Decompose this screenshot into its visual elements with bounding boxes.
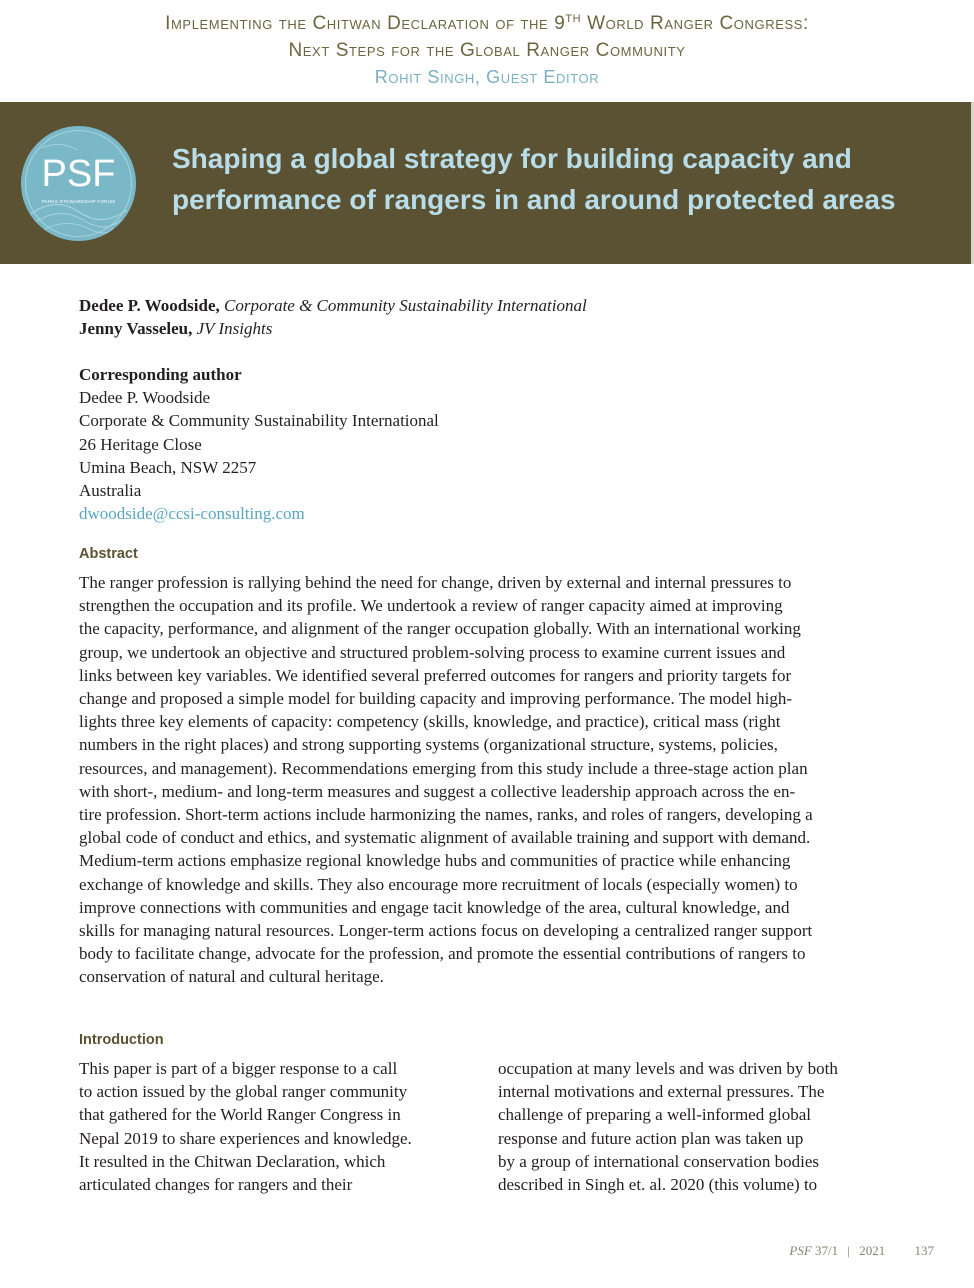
footer-year: 2021: [859, 1243, 886, 1258]
email-link[interactable]: dwoodside@ccsi-consulting.com: [79, 504, 305, 524]
abstract-line: lights three key elements of capacity: competency (skills, knowledge, and practice), critical mass (right: [79, 712, 781, 732]
intro-line: response and future action plan was taken up: [498, 1128, 804, 1148]
abstract-line: numbers in the right places) and strong supporting systems (organizational structure, systems, policies,: [79, 735, 778, 755]
abstract-line: conservation of natural and cultural heritage.: [79, 967, 384, 987]
corresponding-author-block: [79, 363, 439, 525]
corresponding-line: Dedee P. Woodside: [79, 388, 210, 408]
logo-subtext: PARKS STEWARDSHIP FORUM: [41, 199, 116, 204]
author-name: Jenny Vasseleu,: [79, 319, 193, 339]
abstract-line: body to facilitate change, advocate for the profession, and promote the essential contributions of rangers to: [79, 944, 806, 964]
footer-volume: 37/1: [815, 1243, 839, 1258]
abstract-line: change and proposed a simple model for building capacity and improving performance. The model high-: [79, 689, 793, 709]
author-entry: [79, 317, 587, 340]
footer-journal: PSF: [789, 1243, 812, 1258]
abstract-heading: Abstract: [79, 546, 138, 562]
introduction-heading: Introduction: [79, 1032, 164, 1048]
author-affiliation: JV Insights: [196, 319, 273, 339]
article-title-line: performance of rangers in and around protected areas: [172, 184, 896, 215]
abstract-line: resources, and management). Recommendations emerging from this study include a three-stage action plan: [79, 758, 808, 778]
logo-text: PSF: [41, 153, 116, 195]
series-title-text: Implementing the Chitwan Declaration of the 9: [165, 13, 566, 34]
intro-line: internal motivations and external pressures. The: [498, 1082, 825, 1102]
abstract-line: links between key variables. We identified several preferred outcomes for rangers and priority targets for: [79, 665, 792, 685]
guest-editor-line: Rohit Singh, Guest Editor: [374, 67, 600, 87]
intro-line: to action issued by the global ranger community: [79, 1082, 408, 1102]
introduction-column-right: [498, 1057, 838, 1196]
author-list: [79, 294, 587, 340]
series-header: [0, 10, 974, 90]
abstract-line: group, we undertook an objective and structured problem-solving process to examine current issues and: [79, 642, 786, 662]
series-title-line-2: Next Steps for the Global Ranger Community: [288, 40, 686, 61]
abstract-line: tire profession. Short-term actions include harmonizing the names, ranks, and roles of rangers, developing a: [79, 805, 813, 825]
abstract-body: [79, 571, 885, 989]
intro-line: that gathered for the World Ranger Congress in: [79, 1105, 401, 1125]
author-name: Dedee P. Woodside,: [79, 296, 220, 315]
author-affiliation: Corporate & Community Sustainability International: [224, 296, 587, 315]
abstract-line: improve connections with communities and engage tacit knowledge of the area, cultural knowledge, and: [79, 897, 790, 917]
abstract-line: global code of conduct and ethics, and systematic alignment of available training and support with demand.: [79, 828, 811, 848]
article-title: [172, 138, 942, 220]
series-title-line-1: [0, 10, 974, 37]
intro-line: occupation at many levels and was driven by both: [498, 1059, 838, 1078]
footer-separator: |: [847, 1243, 850, 1258]
introduction-column-left: [79, 1057, 412, 1196]
abstract-line: Medium-term actions emphasize regional knowledge hubs and communities of practice while enhancing: [79, 851, 791, 871]
corresponding-line: 26 Heritage Close: [79, 434, 202, 454]
abstract-line: The ranger profession is rallying behind the need for change, driven by external and internal pressures to: [79, 573, 792, 592]
corresponding-line: Corporate & Community Sustainability International: [79, 411, 439, 431]
abstract-line: exchange of knowledge and skills. They also encourage more recruitment of locals (especially women) to: [79, 874, 798, 894]
article-title-line: Shaping a global strategy for building capacity and: [172, 143, 852, 174]
intro-line: challenge of preparing a well-informed global: [498, 1105, 811, 1125]
corresponding-author-heading: Corresponding author: [79, 365, 242, 384]
page-number: 137: [914, 1243, 934, 1258]
abstract-line: strengthen the occupation and its profile. We undertook a review of ranger capacity aimed at improving: [79, 596, 783, 616]
intro-line: by a group of international conservation bodies: [498, 1151, 820, 1171]
intro-line: described in Singh et. al. 2020 (this volume) to: [498, 1175, 818, 1195]
corresponding-line: Australia: [79, 481, 142, 501]
title-banner: [0, 102, 974, 264]
intro-line: This paper is part of a bigger response to a call: [79, 1059, 398, 1078]
ordinal-suffix: TH: [565, 13, 582, 25]
corresponding-line: Umina Beach, NSW 2257: [79, 457, 257, 477]
author-entry: [79, 294, 587, 317]
abstract-line: the capacity, performance, and alignment of the ranger occupation globally. With an international working: [79, 619, 801, 639]
intro-line: Nepal 2019 to share experiences and knowledge.: [79, 1128, 412, 1148]
intro-line: articulated changes for rangers and their: [79, 1175, 353, 1195]
abstract-line: with short-, medium- and long-term measures and suggest a collective leadership approach across the en-: [79, 781, 796, 801]
series-title-text-end: World Ranger Congress:: [581, 13, 809, 34]
abstract-line: skills for managing natural resources. Longer-term actions focus on developing a centralized ranger support: [79, 921, 813, 941]
psf-logo: [21, 126, 136, 241]
intro-line: It resulted in the Chitwan Declaration, which: [79, 1151, 386, 1171]
page-footer: [789, 1243, 934, 1259]
